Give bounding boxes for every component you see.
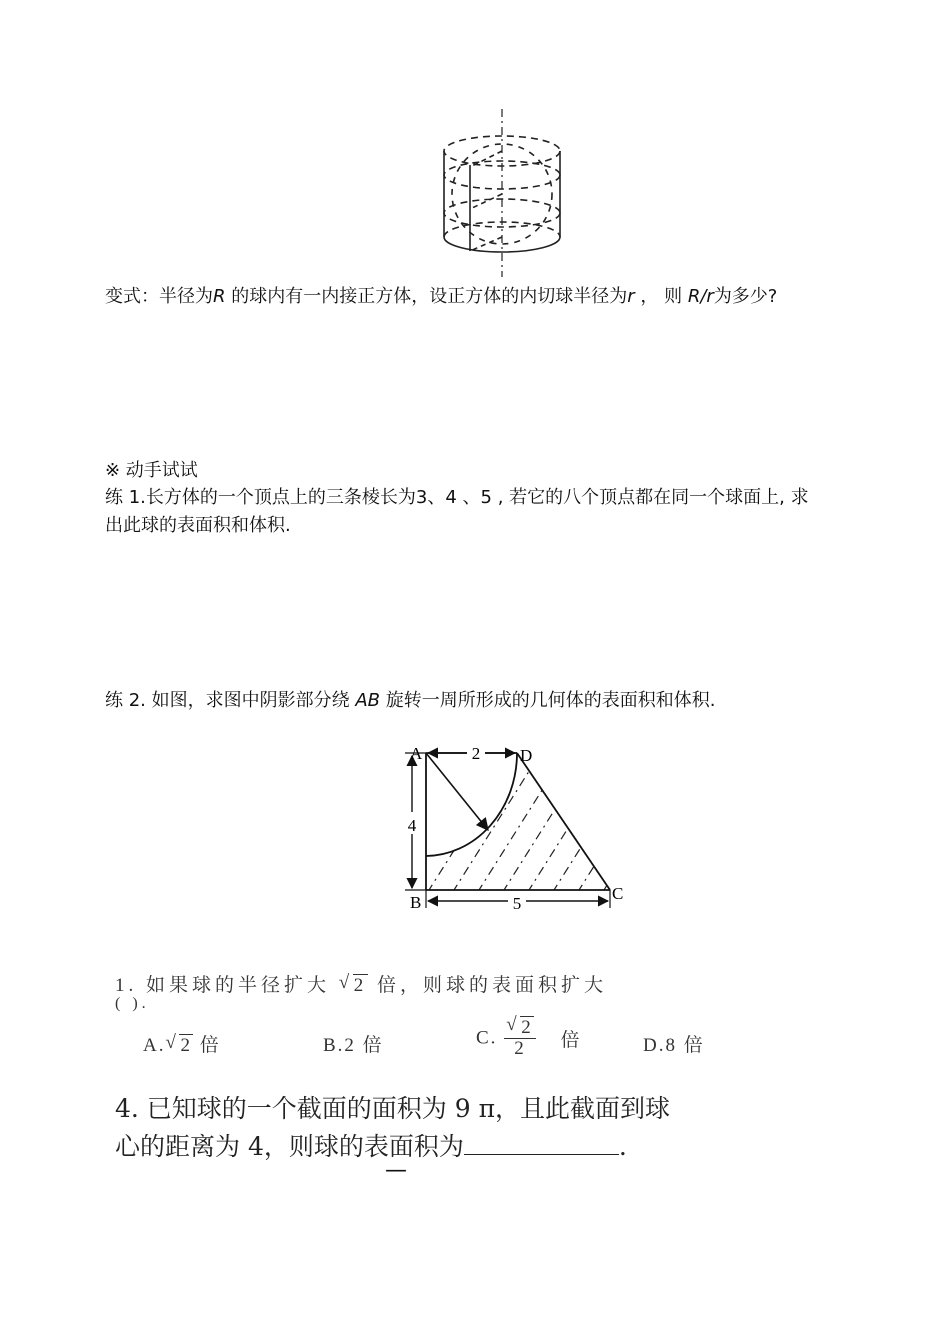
q1-option-a-label: A.	[143, 1035, 166, 1056]
q1-option-b: B.2 倍	[323, 1035, 384, 1056]
label-B: B	[410, 893, 422, 912]
dim-left: 4	[407, 816, 417, 835]
q1-option-a-arg: 2	[180, 1035, 192, 1056]
trapezoid-figure	[395, 738, 635, 918]
q1-option-d: D.8 倍	[643, 1035, 705, 1056]
q1-sqrt: √ 2	[338, 972, 368, 996]
exercise-2	[105, 688, 715, 714]
exercise-2-AB: AB	[355, 690, 381, 711]
q1-option-c-sqrt: √ 2	[506, 1014, 533, 1038]
dim-bottom: 5	[512, 894, 522, 913]
variant-text-4: 为多少?	[713, 286, 778, 307]
q1-option-c-num: 2	[521, 1017, 533, 1038]
q1-text-b: 倍，则球的表面积扩大	[377, 975, 608, 996]
question-4-line-1: 4. 已知球的一个截面的面积为 9 π，且此截面到球	[115, 1094, 671, 1123]
variant-text-1: 变式：半径为	[105, 286, 213, 307]
q1-option-c-label: C.	[476, 1027, 498, 1049]
label-D: D	[520, 746, 533, 765]
variant-text-2: 的球内有一内接正方体，设正方体的内切球半径为	[225, 286, 628, 307]
q1-option-a-unit: 倍	[199, 1035, 221, 1056]
variant-question	[105, 284, 777, 310]
question-1-line-1	[115, 970, 607, 997]
q1-option-a	[143, 1030, 221, 1057]
question-1-line-2: ( ).	[115, 995, 150, 1012]
question-4-line-2	[115, 1128, 627, 1166]
q1-option-c-unit: 倍	[560, 1030, 582, 1051]
variant-R: R	[213, 286, 226, 307]
footer-dash: —	[385, 1158, 407, 1183]
dim-top: 2	[471, 744, 481, 763]
q4-end: .	[618, 1132, 627, 1161]
variant-text-3: ， 则	[634, 286, 688, 307]
variant-ratio: R/r	[687, 286, 714, 307]
q1-option-a-sqrt: √ 2	[165, 1032, 192, 1056]
q1-text-a: 1. 如果球的半径扩大	[115, 975, 331, 996]
variant-r: r	[627, 286, 635, 307]
cylinder-sphere-figure	[430, 105, 580, 280]
label-A: A	[410, 744, 423, 763]
exercise-1-line-1: 练 1.长方体的一个顶点上的三条棱长为3、4 、5 , 若它的八个顶点都在同一个球面上, 求	[105, 487, 809, 508]
q1-option-c-den: 2	[514, 1038, 526, 1059]
q4-answer-blank[interactable]	[464, 1128, 619, 1155]
exercise-2-text-2: 旋转一周所形成的几何体的表面积和体积.	[380, 690, 716, 711]
try-heading: ※ 动手试试	[105, 460, 198, 481]
q4-text-2: 心的距离为 4，则球的表面积为	[115, 1132, 464, 1161]
q1-option-c	[476, 1014, 582, 1059]
q1-option-c-fraction	[504, 1014, 536, 1059]
exercise-1-line-2: 出此球的表面积和体积.	[105, 515, 291, 536]
label-C: C	[612, 884, 624, 903]
q1-sqrt-arg: 2	[353, 975, 368, 996]
exercise-2-text-1: 练 2. 如图，求图中阴影部分绕	[105, 690, 356, 711]
